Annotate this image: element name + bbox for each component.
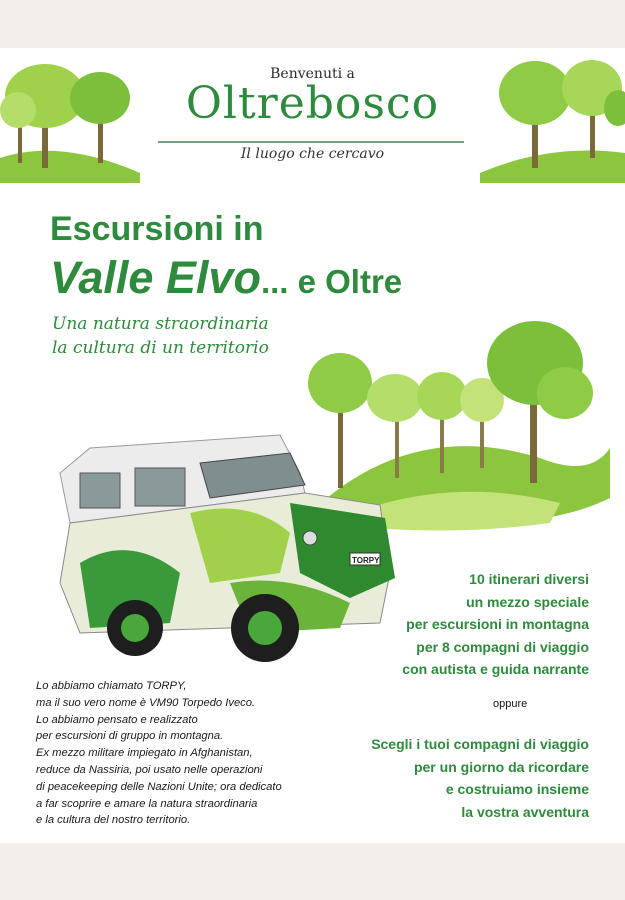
story-line: e la cultura del nostro territorio. [36,814,191,827]
tree-canopy [417,372,467,420]
offer-line: per 8 compagni di viaggio [416,638,589,655]
custom-offer-line: la vostra avventura [461,803,589,820]
offer-list [402,568,589,681]
vehicle-side-window [80,473,120,508]
wheel-rim [121,614,149,642]
subtitle [52,312,269,360]
story-line: di peacekeeping delle Nazioni Unite; ora dedicato [36,780,282,793]
tree-canopy [308,353,372,413]
tagline: Il luogo che cercavo [240,146,385,162]
welcome-text: Benvenuti a [270,66,355,82]
story-line: a far scoprire e amare la natura straordinaria [36,797,258,810]
story-line: ma il suo vero nome è VM90 Torpedo Iveco. [36,696,256,709]
headline-valley-name: Valle Elvo [50,252,261,303]
custom-offer-line: Scegli i tuoi compagni di viaggio [371,736,589,752]
story-line: Lo abbiamo chiamato TORPY, [36,680,187,692]
story-line: Lo abbiamo pensato e realizzato [36,713,198,726]
headline-line-1: Escursioni in [50,210,264,248]
header-divider [158,141,464,143]
vehicle-headlight [303,531,317,545]
wheel-rim [248,611,282,645]
torpy-vehicle-illustration [50,423,400,663]
flyer-page [0,48,625,843]
tree-canopy [367,374,423,422]
offer-line: per escursioni in montagna [406,616,589,632]
vehicle-side-window [135,468,185,506]
subtitle-line: la cultura di un territorio [52,338,269,358]
tree-canopy [537,367,593,419]
vehicle-plate-text: TORPY [352,556,380,565]
brand-logo-text: Oltrebosco [185,78,440,129]
custom-offer-list [371,733,589,823]
offer-line: un mezzo speciale [466,593,589,610]
or-separator: oppure [493,698,528,710]
custom-offer-line: e costruiamo insieme [445,781,589,797]
offer-line: con autista e guida narrante [402,661,589,677]
story-line: reduce da Nassiria, poi usato nelle operazioni [36,763,263,776]
headline-suffix: ... e Oltre [260,263,403,300]
story-line: Ex mezzo militare impiegato in Afghanistan, [36,747,253,760]
headline-line-2 [50,252,402,304]
story-line: per escursioni di gruppo in montagna. [36,730,224,743]
vehicle-story-paragraph [36,678,282,829]
subtitle-line: Una natura straordinaria [52,314,269,334]
custom-offer-line: per un giorno da ricordare [413,758,589,775]
offer-line: 10 itinerari diversi [469,571,589,587]
